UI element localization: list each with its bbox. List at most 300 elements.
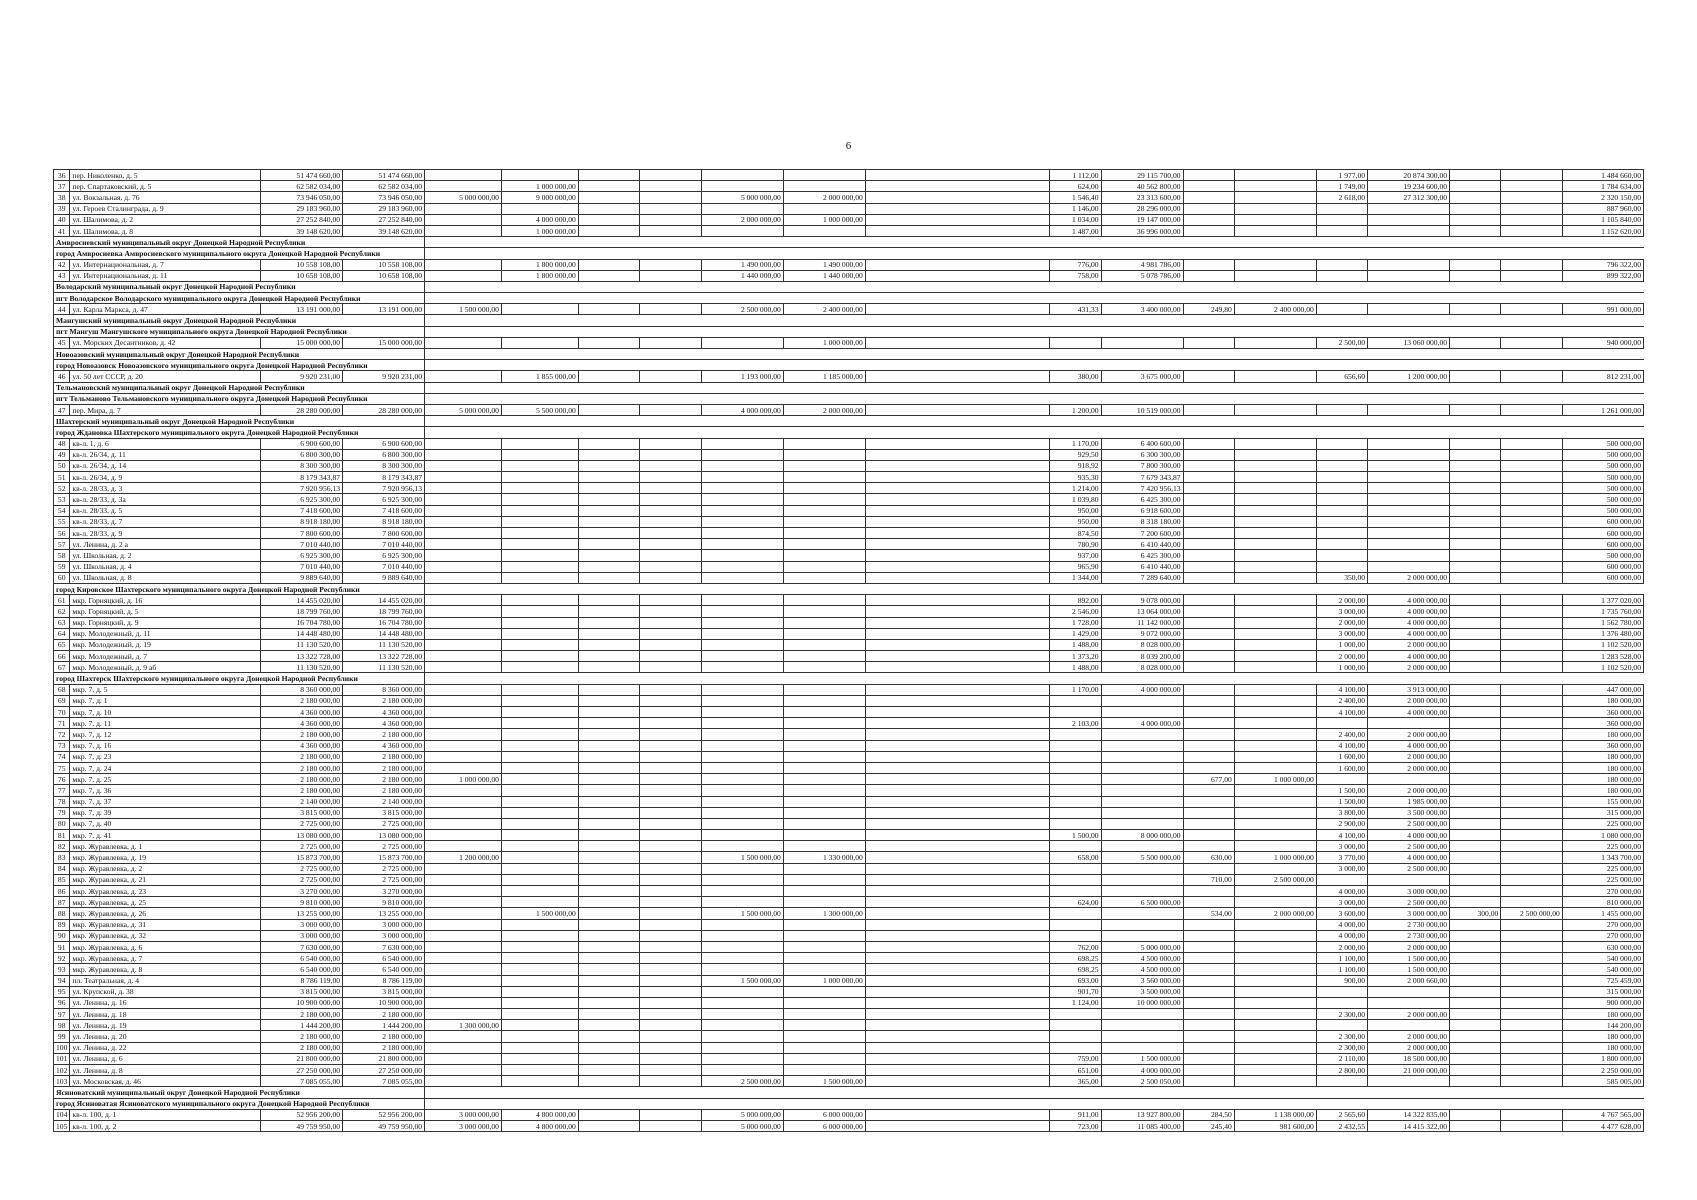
value-cell: [1234, 953, 1316, 964]
value-cell: [1183, 695, 1234, 706]
value-cell: [783, 1020, 865, 1031]
value-cell: 723,00: [1050, 1120, 1101, 1131]
value-cell: 2 320 150,00: [1562, 192, 1643, 203]
value-cell: [1450, 1031, 1501, 1042]
empty-cell: [578, 583, 640, 594]
empty-cell: [578, 382, 640, 393]
value-cell: [783, 606, 865, 617]
empty-cell: [1101, 326, 1183, 337]
value-cell: [783, 964, 865, 975]
value-cell: [701, 919, 783, 930]
value-cell: 8 786 119,00: [343, 975, 425, 986]
empty-cell: [425, 673, 502, 684]
empty-cell: [1050, 427, 1101, 438]
value-cell: 8 028 000,00: [1101, 662, 1183, 673]
value-cell: [1501, 1020, 1563, 1031]
address-cell: ул. Ленина, д. 18: [70, 1009, 261, 1020]
value-cell: [501, 751, 578, 762]
value-cell: [1450, 572, 1501, 583]
value-cell: [640, 852, 702, 863]
value-cell: [640, 785, 702, 796]
address-cell: ул. Ленина, д. 6: [70, 1053, 261, 1064]
empty-cell: [1234, 1087, 1316, 1098]
empty-cell: [1183, 237, 1234, 248]
table-row: [54, 796, 1644, 807]
value-cell: 540 000,00: [1562, 964, 1643, 975]
value-cell: 29 183 960,00: [261, 203, 343, 214]
value-cell: 1 440 000,00: [783, 270, 865, 281]
value-cell: [783, 886, 865, 897]
value-cell: 7 418 600,00: [343, 505, 425, 516]
value-cell: 245,40: [1183, 1120, 1234, 1131]
row-number: 73: [54, 740, 70, 751]
empty-cell: [865, 326, 1050, 337]
value-cell: [578, 639, 640, 650]
value-cell: [1450, 1042, 1501, 1053]
value-cell: [1234, 1076, 1316, 1087]
value-cell: [1316, 214, 1367, 225]
value-cell: [1101, 1031, 1183, 1042]
value-cell: 13 191 000,00: [261, 304, 343, 315]
value-cell: [783, 986, 865, 997]
value-cell: 677,00: [1183, 774, 1234, 785]
value-cell: [783, 919, 865, 930]
value-cell: 6 925 300,00: [261, 550, 343, 561]
value-cell: [1316, 304, 1367, 315]
value-cell: 1 490 000,00: [701, 259, 783, 270]
table-row: [54, 617, 1644, 628]
empty-cell: [1234, 281, 1316, 292]
value-cell: [701, 1031, 783, 1042]
value-cell: 4 000 000,00: [1101, 684, 1183, 695]
empty-cell: [1450, 237, 1501, 248]
value-cell: [640, 830, 702, 841]
empty-cell: [865, 1098, 1050, 1109]
value-cell: 4 100,00: [1316, 707, 1367, 718]
value-cell: [640, 617, 702, 628]
section-header-row: [54, 673, 1644, 684]
value-cell: [865, 192, 1050, 203]
value-cell: 899 322,00: [1562, 270, 1643, 281]
value-cell: [578, 1009, 640, 1020]
table-row: [54, 695, 1644, 706]
empty-cell: [1234, 393, 1316, 404]
row-number: 88: [54, 908, 70, 919]
value-cell: [1183, 1065, 1234, 1076]
value-cell: 1 124,00: [1050, 997, 1101, 1008]
empty-cell: [640, 393, 702, 404]
value-cell: [1316, 561, 1367, 572]
value-cell: [1501, 1120, 1563, 1131]
value-cell: [1450, 181, 1501, 192]
value-cell: 2 546,00: [1050, 606, 1101, 617]
value-cell: [578, 930, 640, 941]
table-row: [54, 1020, 1644, 1031]
value-cell: [1450, 807, 1501, 818]
value-cell: 11 142 000,00: [1101, 617, 1183, 628]
value-cell: [783, 628, 865, 639]
table-row: [54, 639, 1644, 650]
empty-cell: [1183, 281, 1234, 292]
value-cell: [1368, 203, 1450, 214]
empty-cell: [1501, 281, 1563, 292]
empty-cell: [1101, 349, 1183, 360]
value-cell: [578, 852, 640, 863]
value-cell: [640, 930, 702, 941]
value-cell: [865, 919, 1050, 930]
empty-cell: [783, 248, 865, 259]
value-cell: [501, 919, 578, 930]
value-cell: [640, 1120, 702, 1131]
address-cell: ул. Школьная, д. 2: [70, 550, 261, 561]
empty-cell: [701, 293, 783, 304]
table-row: [54, 830, 1644, 841]
value-cell: [1183, 841, 1234, 852]
empty-cell: [1501, 427, 1563, 438]
empty-cell: [1050, 281, 1101, 292]
empty-cell: [1316, 293, 1367, 304]
value-cell: 4 360 000,00: [261, 718, 343, 729]
table-row: [54, 181, 1644, 192]
table-row: [54, 908, 1644, 919]
value-cell: 500 000,00: [1562, 550, 1643, 561]
value-cell: 1 152 620,00: [1562, 225, 1643, 236]
value-cell: [783, 953, 865, 964]
table-row: [54, 539, 1644, 550]
empty-cell: [1316, 326, 1367, 337]
value-cell: [425, 1053, 502, 1064]
value-cell: 1 138 000,00: [1234, 1109, 1316, 1120]
value-cell: [1101, 707, 1183, 718]
value-cell: [1183, 259, 1234, 270]
value-cell: 27 250 000,00: [343, 1065, 425, 1076]
value-cell: 4 360 000,00: [261, 707, 343, 718]
value-cell: 698,25: [1050, 964, 1101, 975]
value-cell: [1501, 1053, 1563, 1064]
empty-cell: [578, 416, 640, 427]
value-cell: [865, 662, 1050, 673]
empty-cell: [1501, 293, 1563, 304]
address-cell: кв-л. 100, д. 1: [70, 1109, 261, 1120]
empty-cell: [1450, 315, 1501, 326]
empty-cell: [783, 326, 865, 337]
value-cell: 2 618,00: [1316, 192, 1367, 203]
table-row: [54, 975, 1644, 986]
value-cell: [640, 259, 702, 270]
value-cell: 1 102 520,00: [1562, 639, 1643, 650]
value-cell: [1183, 729, 1234, 740]
table-row: [54, 930, 1644, 941]
register-table: [53, 169, 1644, 1132]
value-cell: [783, 740, 865, 751]
table-row: [54, 1065, 1644, 1076]
value-cell: [1316, 438, 1367, 449]
value-cell: [1450, 941, 1501, 952]
value-cell: [783, 863, 865, 874]
value-cell: [1183, 930, 1234, 941]
value-cell: [425, 1009, 502, 1020]
value-cell: [1234, 1031, 1316, 1042]
value-cell: 431,33: [1050, 304, 1101, 315]
value-cell: [425, 740, 502, 751]
value-cell: [425, 863, 502, 874]
value-cell: [1368, 449, 1450, 460]
empty-cell: [501, 315, 578, 326]
value-cell: 1 500 000,00: [425, 304, 502, 315]
value-cell: [578, 337, 640, 348]
value-cell: [1183, 818, 1234, 829]
value-cell: [501, 964, 578, 975]
value-cell: [1316, 516, 1367, 527]
empty-cell: [1501, 416, 1563, 427]
table-row: [54, 751, 1644, 762]
value-cell: 3 000,00: [1316, 863, 1367, 874]
empty-cell: [640, 281, 702, 292]
value-cell: [640, 975, 702, 986]
value-cell: [578, 740, 640, 751]
value-cell: [640, 225, 702, 236]
value-cell: [783, 941, 865, 952]
value-cell: [701, 651, 783, 662]
value-cell: 600 000,00: [1562, 561, 1643, 572]
value-cell: [701, 707, 783, 718]
value-cell: 2 432,55: [1316, 1120, 1367, 1131]
value-cell: [501, 472, 578, 483]
empty-cell: [1501, 315, 1563, 326]
value-cell: 6 300 300,00: [1101, 449, 1183, 460]
value-cell: 40 562 800,00: [1101, 181, 1183, 192]
empty-cell: [701, 360, 783, 371]
value-cell: 1 985 000,00: [1368, 796, 1450, 807]
value-cell: [425, 762, 502, 773]
value-cell: [578, 919, 640, 930]
empty-cell: [1562, 326, 1643, 337]
value-cell: [1050, 695, 1101, 706]
value-cell: 4 000 000,00: [1368, 830, 1450, 841]
value-cell: 2 000,00: [1316, 617, 1367, 628]
address-cell: мкр. 7, д. 40: [70, 818, 261, 829]
empty-cell: [783, 349, 865, 360]
empty-cell: [1234, 293, 1316, 304]
value-cell: [865, 628, 1050, 639]
value-cell: 2 000 000,00: [783, 192, 865, 203]
value-cell: [1450, 259, 1501, 270]
value-cell: [1050, 863, 1101, 874]
empty-cell: [1562, 583, 1643, 594]
value-cell: 13 080 000,00: [343, 830, 425, 841]
value-cell: [1450, 997, 1501, 1008]
empty-cell: [1234, 326, 1316, 337]
value-cell: [578, 606, 640, 617]
empty-cell: [1234, 427, 1316, 438]
value-cell: 3 815 000,00: [343, 986, 425, 997]
value-cell: [1234, 818, 1316, 829]
value-cell: [640, 841, 702, 852]
empty-cell: [425, 315, 502, 326]
value-cell: [640, 908, 702, 919]
value-cell: [1050, 919, 1101, 930]
value-cell: [1501, 449, 1563, 460]
value-cell: [425, 684, 502, 695]
row-number: 89: [54, 919, 70, 930]
value-cell: [425, 695, 502, 706]
value-cell: [640, 595, 702, 606]
row-number: 46: [54, 371, 70, 382]
value-cell: 2 730 000,00: [1368, 919, 1450, 930]
value-cell: [865, 214, 1050, 225]
value-cell: 6 918 600,00: [1101, 505, 1183, 516]
value-cell: 759,00: [1050, 1053, 1101, 1064]
empty-cell: [1234, 1098, 1316, 1109]
value-cell: 2 565,60: [1316, 1109, 1367, 1120]
value-cell: [1501, 371, 1563, 382]
value-cell: 500 000,00: [1562, 472, 1643, 483]
value-cell: 14 455 020,00: [343, 595, 425, 606]
address-cell: ул. Интернациональная, д. 11: [70, 270, 261, 281]
value-cell: [783, 561, 865, 572]
empty-cell: [578, 360, 640, 371]
value-cell: 3 600,00: [1316, 908, 1367, 919]
value-cell: [1234, 695, 1316, 706]
value-cell: [1050, 807, 1101, 818]
value-cell: [1183, 886, 1234, 897]
empty-cell: [701, 382, 783, 393]
section-header: пгт Тельманово Тельмановского муниципального округа Донецкой Народной Республики: [54, 393, 425, 404]
value-cell: 2 250 000,00: [1562, 1065, 1643, 1076]
table-row: [54, 740, 1644, 751]
value-cell: 2 140 000,00: [343, 796, 425, 807]
value-cell: 585 005,00: [1562, 1076, 1643, 1087]
empty-cell: [640, 583, 702, 594]
value-cell: [501, 494, 578, 505]
row-number: 78: [54, 796, 70, 807]
empty-cell: [1101, 1098, 1183, 1109]
address-cell: ул. Ленина, д. 8: [70, 1065, 261, 1076]
value-cell: [1234, 438, 1316, 449]
value-cell: [1450, 1020, 1501, 1031]
value-cell: 710,00: [1183, 874, 1234, 885]
value-cell: 1 034,00: [1050, 214, 1101, 225]
value-cell: [425, 830, 502, 841]
value-cell: 658,00: [1050, 852, 1101, 863]
value-cell: [640, 337, 702, 348]
value-cell: [701, 662, 783, 673]
row-number: 64: [54, 628, 70, 639]
value-cell: [640, 1009, 702, 1020]
value-cell: [1234, 505, 1316, 516]
value-cell: [501, 830, 578, 841]
empty-cell: [1050, 673, 1101, 684]
value-cell: [640, 897, 702, 908]
value-cell: [578, 550, 640, 561]
value-cell: [1450, 740, 1501, 751]
empty-cell: [1450, 1087, 1501, 1098]
value-cell: [1368, 516, 1450, 527]
value-cell: 1 500 000,00: [701, 975, 783, 986]
value-cell: 7 289 640,00: [1101, 572, 1183, 583]
value-cell: [1501, 662, 1563, 673]
value-cell: [578, 751, 640, 762]
value-cell: [1234, 572, 1316, 583]
value-cell: 1 000 000,00: [501, 225, 578, 236]
value-cell: 8 179 343,87: [343, 472, 425, 483]
value-cell: 2 000,00: [1316, 941, 1367, 952]
section-header-row: [54, 393, 1644, 404]
value-cell: 5 000 000,00: [1101, 941, 1183, 952]
value-cell: 2 725 000,00: [261, 863, 343, 874]
value-cell: [640, 505, 702, 516]
value-cell: 3 000 000,00: [261, 919, 343, 930]
value-cell: [1050, 707, 1101, 718]
value-cell: [865, 1031, 1050, 1042]
value-cell: [1050, 1020, 1101, 1031]
empty-cell: [1368, 326, 1450, 337]
value-cell: [1183, 785, 1234, 796]
value-cell: [1501, 438, 1563, 449]
value-cell: [501, 852, 578, 863]
value-cell: 1 784 634,00: [1562, 181, 1643, 192]
row-number: 65: [54, 639, 70, 650]
value-cell: [701, 718, 783, 729]
value-cell: 1 484 660,00: [1562, 170, 1643, 181]
value-cell: [1501, 617, 1563, 628]
value-cell: 624,00: [1050, 181, 1101, 192]
value-cell: [1234, 628, 1316, 639]
value-cell: 1 855 000,00: [501, 371, 578, 382]
row-number: 76: [54, 774, 70, 785]
value-cell: 1 000 000,00: [783, 337, 865, 348]
value-cell: 8 028 000,00: [1101, 639, 1183, 650]
value-cell: 1 429,00: [1050, 628, 1101, 639]
value-cell: [1101, 908, 1183, 919]
empty-cell: [701, 248, 783, 259]
value-cell: 3 770,00: [1316, 852, 1367, 863]
value-cell: [1501, 695, 1563, 706]
value-cell: [1450, 953, 1501, 964]
value-cell: 14 448 480,00: [343, 628, 425, 639]
value-cell: [1050, 337, 1101, 348]
address-cell: мкр. 7, д. 1: [70, 695, 261, 706]
value-cell: 1 261 000,00: [1562, 404, 1643, 415]
value-cell: 4 500 000,00: [1101, 953, 1183, 964]
value-cell: 2 180 000,00: [261, 1009, 343, 1020]
value-cell: [501, 1042, 578, 1053]
value-cell: [640, 886, 702, 897]
value-cell: 1 440 000,00: [701, 270, 783, 281]
value-cell: 3 000 000,00: [343, 919, 425, 930]
empty-cell: [1101, 583, 1183, 594]
value-cell: [1183, 203, 1234, 214]
value-cell: [578, 651, 640, 662]
value-cell: [865, 863, 1050, 874]
value-cell: 624,00: [1050, 897, 1101, 908]
empty-cell: [783, 1098, 865, 1109]
value-cell: [1183, 404, 1234, 415]
value-cell: [425, 662, 502, 673]
value-cell: [640, 639, 702, 650]
empty-cell: [1368, 1098, 1450, 1109]
empty-cell: [640, 360, 702, 371]
table-row: [54, 483, 1644, 494]
value-cell: 1 490 000,00: [783, 259, 865, 270]
empty-cell: [640, 382, 702, 393]
empty-cell: [640, 237, 702, 248]
value-cell: [1450, 762, 1501, 773]
empty-cell: [701, 237, 783, 248]
address-cell: мкр. Журавлевка, д. 19: [70, 852, 261, 863]
section-header-row: [54, 326, 1644, 337]
table-row: [54, 818, 1644, 829]
